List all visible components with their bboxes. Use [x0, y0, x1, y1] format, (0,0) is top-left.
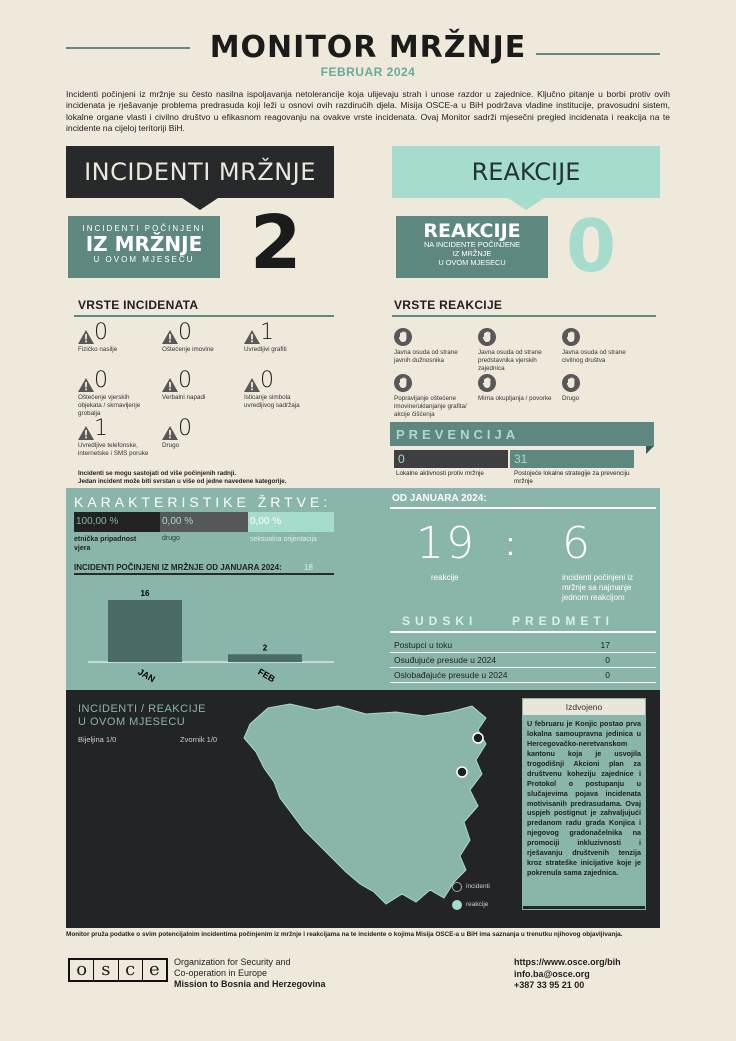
hand-stop-icon — [394, 328, 412, 346]
victims-bar-ethnic: 100,00 % — [74, 512, 160, 532]
since-jan-incidents-value: 6 — [562, 518, 590, 569]
reaction-type-item — [394, 328, 474, 365]
incident-type-count: 0 — [178, 416, 192, 441]
map-title-2: U OVOM MJESECU — [78, 716, 186, 728]
highlight-box — [522, 698, 646, 910]
incident-type-label: Oštećenje vjerskih objekata / skrnavljenje grobalja — [78, 394, 141, 417]
legend-incident-marker — [452, 882, 462, 892]
osce-logo-letters — [70, 960, 166, 980]
incident-type-count: 1 — [94, 416, 108, 441]
incident-type-label: Oštećenje imovine — [162, 346, 214, 353]
osce-logo-letter: e — [149, 959, 160, 980]
court-row-divider — [390, 682, 656, 683]
reactions-month-box: REAKCIJE NA INCIDENTE POČINJENE IZ MRŽNJE U OVOM MJESECU — [396, 216, 548, 278]
reaction-types-title: VRSTE REAKCIJE — [394, 298, 503, 312]
bih-map — [220, 694, 520, 928]
court-row-value: 0 — [605, 670, 610, 680]
warning-icon — [78, 426, 94, 440]
incident-type-count: 1 — [260, 320, 274, 345]
marker-zvornik — [457, 767, 467, 777]
reaction-type-item — [478, 328, 558, 373]
prevention-banner: PREVENCIJA — [390, 422, 654, 446]
court-row-label: Osuđujuće presude u 2024 — [394, 655, 497, 665]
incident-type-item — [78, 322, 158, 354]
highlight-title: Izdvojeno — [523, 699, 645, 715]
phone-number: +387 33 95 21 00 — [514, 980, 585, 991]
reaction-type-item — [562, 328, 642, 365]
reaction-type-item — [394, 374, 474, 419]
prevention-local-bar: 0 — [394, 450, 508, 468]
bar-jan — [108, 600, 182, 662]
hand-stop-icon — [562, 328, 580, 346]
incident-type-count: 0 — [94, 368, 108, 393]
incident-type-item — [78, 370, 158, 418]
court-row-divider — [390, 667, 656, 668]
incidents-header: INCIDENTI MRŽNJE — [66, 146, 334, 198]
incident-type-item — [244, 370, 324, 410]
bar-feb — [228, 654, 302, 662]
bar-value-label: 2 — [262, 643, 268, 653]
prevention-local-label: Lokalne aktivnosti protiv mržnje — [396, 470, 484, 477]
ytd-total: 18 — [304, 563, 313, 572]
legend-reaction-marker — [452, 900, 462, 910]
ytd-title: INCIDENTI POČINJENI IZ MRŽNJE OD JANUARA 2024: — [74, 563, 282, 572]
warning-icon — [162, 426, 178, 440]
incident-type-count: 0 — [178, 368, 192, 393]
incidents-count: 2 — [250, 200, 302, 286]
incident-notes: Incidenti se mogu sastojati od više počinjenih radnji. Jedan incident može biti svrstan u više od jedne navedene kategorije. — [78, 470, 287, 486]
reaction-type-item — [478, 374, 558, 403]
incident-type-count: 0 — [178, 320, 192, 345]
incident-type-item — [162, 322, 242, 354]
page-subtitle: FEBRUAR 2024 — [320, 65, 416, 79]
court-row — [394, 670, 610, 680]
since-jan-reactions-label: reakcije — [431, 573, 459, 582]
court-row-label: Oslobađajuće presude u 2024 — [394, 670, 508, 680]
court-row-divider — [390, 652, 656, 653]
reaction-type-label: Javna osuda od strane javnih dužnosnika — [394, 349, 458, 364]
court-row-value: 17 — [600, 640, 610, 650]
reactions-count: 0 — [566, 204, 617, 288]
incident-type-label: Isticanje simbola uvredljivog sadržaja — [244, 394, 300, 409]
incident-type-count: 0 — [94, 320, 108, 345]
org-name: Organization for Security and Co-operation in Europe Mission to Bosnia and Herzegovina — [174, 957, 326, 989]
reaction-type-label: Mirna okupljanja / povorke — [478, 395, 552, 402]
incidents-pointer — [182, 198, 218, 210]
legend-incidents: incidenti — [466, 883, 490, 890]
reaction-type-item — [562, 374, 642, 403]
bar-category-label: FEB — [256, 666, 277, 685]
bar-value-label: 16 — [140, 589, 150, 598]
incident-type-item — [162, 370, 242, 402]
incident-type-label: Uvredljive telefonske, internetske i SMS poruke — [78, 442, 149, 457]
incident-type-label: Uvredljivi grafiti — [244, 346, 287, 353]
since-jan-separator: : — [506, 526, 515, 562]
incident-type-item — [162, 418, 242, 450]
prevention-strategy-label: Postojeće lokalne strategije za prevenciju mržnje — [514, 470, 630, 486]
court-title-right: PREDMETI — [512, 614, 615, 628]
incident-type-label: Drugo — [162, 442, 180, 449]
incident-types-title: VRSTE INCIDENATA — [78, 298, 199, 312]
marker-bijeljina — [473, 733, 483, 743]
incident-type-item — [244, 322, 324, 354]
email-link[interactable]: info.ba@osce.org — [514, 968, 590, 979]
warning-icon — [162, 330, 178, 344]
reaction-type-label: Popravljanje oštećene imovine/uklanjanje grafita/ akcije čišćenja — [394, 395, 467, 418]
prevention-fold — [646, 446, 654, 454]
reactions-pointer — [508, 198, 544, 210]
victims-label-ethnic: etnička pripadnost vjera — [74, 536, 137, 553]
incident-type-label: Verbalni napadi — [162, 394, 206, 401]
court-row — [394, 655, 610, 665]
court-row-value: 0 — [605, 655, 610, 665]
osce-logo-letter: s — [94, 960, 118, 980]
warning-icon — [244, 378, 260, 392]
court-row — [394, 640, 610, 650]
since-jan-incidents-label: incidenti počinjeni iz mržnje sa najmanje jednom reakcijom — [562, 573, 634, 602]
warning-icon — [244, 330, 260, 344]
hand-stop-icon — [394, 374, 412, 392]
map-location-zvornik: Zvornik 1/0 — [180, 735, 218, 744]
since-jan-reactions-value: 19 — [416, 518, 476, 569]
reactions-header: REAKCIJE — [392, 146, 660, 198]
contact-info — [514, 957, 621, 992]
website-link[interactable]: https://www.osce.org/bih — [514, 957, 621, 967]
reaction-type-label: Drugo — [562, 395, 580, 402]
bih-territory — [244, 704, 486, 904]
victims-bar-sexual: 0,00 % — [248, 512, 334, 532]
prevention-strategy-bar: 31 — [510, 450, 634, 468]
warning-icon — [78, 330, 94, 344]
reaction-type-label: Javna osuda od strane predstavnika vjerskih zajednica — [478, 349, 542, 372]
warning-icon — [162, 378, 178, 392]
since-jan-title: OD JANUARA 2024: — [392, 493, 487, 504]
court-row-label: Postupci u toku — [394, 640, 453, 650]
osce-logo-letter: o — [70, 960, 94, 980]
victims-label-sexual: seksualna orijentacija — [250, 536, 317, 543]
footer-note: Monitor pruža podatke o svim potencijalnim incidentima počinjenim iz mržnje i reakcijama na te incidente o kojima Misija OSCE-a u BiH ima saznanja u trenutku njihovog objavljivanja. — [66, 931, 623, 938]
court-title-left: SUDSKI — [402, 614, 478, 628]
osce-logo — [68, 958, 168, 982]
osce-logo-letter: c — [119, 960, 143, 980]
highlight-text: U februaru je Konjic postao prva lokalna samoupravna jedinica u Hercegovačko-neretvanskom kantonu koja je usvojila trogodišnji Akcioni plan za društvenu koheziju zajednice i Protokol o postupanju u slučajevima pojava incidenata motivisanih predrasudama. Ovaj uspjeh postignut je zahvaljujući predanom radu grada Konjica i njegovog gradonačelnika na promociji inkluzivnosti i rješavanju društvenih tenzija kroz strateške inicijative koje je pokrenula sama zajednica. — [523, 715, 645, 906]
victims-bar-other: 0,00 % — [160, 512, 248, 532]
hand-stop-icon — [478, 328, 496, 346]
incident-type-item — [78, 418, 158, 458]
incident-type-count: 0 — [260, 368, 274, 393]
warning-icon — [78, 378, 94, 392]
ytd-bar-chart — [74, 576, 336, 686]
hand-stop-icon — [562, 374, 580, 392]
intro-paragraph: Incidenti počinjeni iz mržnje su često nasilna ispoljavanja netolerancije koja ulijevaju strah i unose razdor u zajednice. Ključno pitanje u borbi protiv ovih incidenata je rješavanje problema predrasuda koji leži u osnovi ovih razdirućih djela. Misija OSCE-a u BiH podržava vladine institucije, pravosudni sistem, lokalne organe vlasti i civilno društvo u efikasnom reagovanju na ovakve vrste incidenata. Ovaj Monitor sadrži mjesečni pregled incidenata i reakcija na te incidente na cijeloj teritoriji BiH. — [66, 89, 670, 134]
victims-label-other: drugo — [162, 535, 180, 542]
incidents-month-box: INCIDENTI POČINJENI IZ MRŽNJE U OVOM MJESECU — [68, 216, 220, 278]
bar-category-label: JAN — [136, 666, 157, 685]
incident-type-label: Fizičko nasilje — [78, 346, 118, 353]
reaction-type-label: Javna osuda od strane civilnog društva — [562, 349, 626, 364]
page-title: MONITOR MRŽNJE — [209, 30, 527, 65]
victims-title: KARAKTERISTIKE ŽRTVE: — [74, 494, 332, 510]
hand-stop-icon — [478, 374, 496, 392]
map-title-1: INCIDENTI / REAKCIJE — [78, 703, 206, 715]
legend-reactions: reakcije — [466, 901, 489, 908]
map-location-bijeljina: Bijeljina 1/0 — [78, 735, 117, 744]
